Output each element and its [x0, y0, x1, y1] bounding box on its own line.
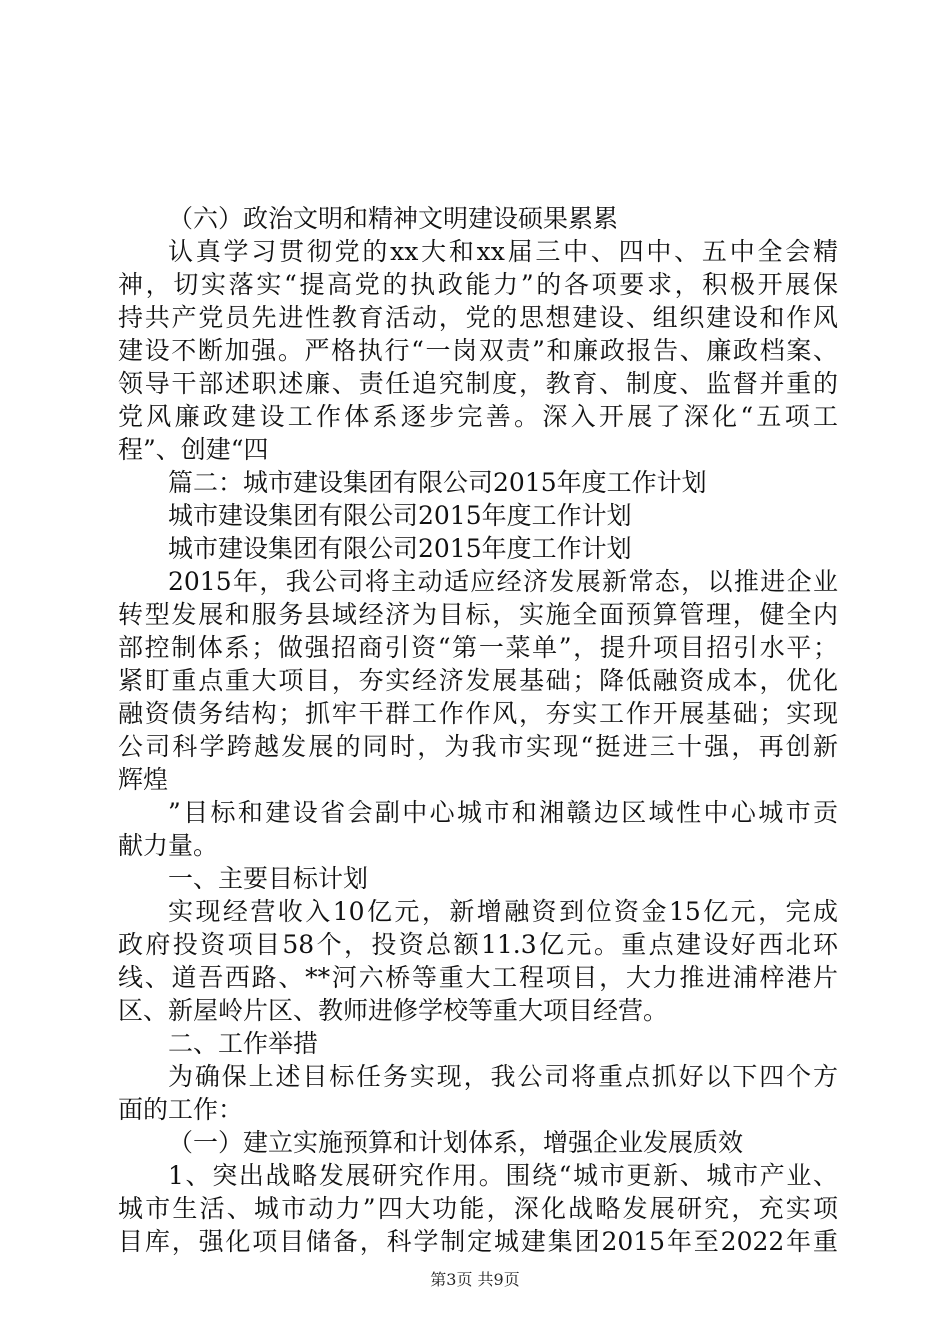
- paragraph-line: 面的工作：: [118, 1095, 244, 1124]
- paragraph-line: 领导干部述职述廉、责任追究制度，教育、制度、监督并重的: [118, 369, 838, 398]
- paragraph-line: 转型发展和服务县域经济为目标，实施全面预算管理，健全内: [118, 600, 838, 629]
- section-heading: （六）政治文明和精神文明建设硕果累累: [168, 204, 619, 233]
- paragraph-line: 目库，强化项目储备，科学制定城建集团2015年至2022年重: [118, 1227, 838, 1256]
- document-title: 城市建设集团有限公司2015年度工作计划: [168, 501, 632, 530]
- paragraph-line: 程”、创建“四: [118, 435, 269, 464]
- paragraph-line: 持共产党员先进性教育活动，党的思想建设、组织建设和作风: [118, 303, 838, 332]
- page-number-footer: 第3页 共9页: [430, 1270, 520, 1289]
- paragraph-line: 为确保上述目标任务实现，我公司将重点抓好以下四个方: [168, 1062, 838, 1091]
- paragraph-line: 公司科学跨越发展的同时，为我市实现“挺进三十强，再创新: [118, 732, 838, 761]
- paragraph-line: 辉煌: [118, 765, 169, 794]
- document-title: 城市建设集团有限公司2015年度工作计划: [168, 534, 632, 563]
- paragraph-line: 党风廉政建设工作体系逐步完善。深入开展了深化“五项工: [118, 402, 838, 431]
- paragraph-line: 2015年，我公司将主动适应经济发展新常态，以推进企业: [168, 567, 838, 596]
- chapter-title: 篇二：城市建设集团有限公司2015年度工作计划: [168, 468, 707, 497]
- paragraph-line: 紧盯重点重大项目，夯实经济发展基础；降低融资成本，优化: [118, 666, 838, 695]
- paragraph-line: 建设不断加强。严格执行“一岗双责”和廉政报告、廉政档案、: [118, 336, 838, 365]
- paragraph-line: ”目标和建设省会副中心城市和湘赣边区域性中心城市贡: [168, 798, 838, 827]
- paragraph-line: 区、新屋岭片区、教师进修学校等重大项目经营。: [118, 996, 669, 1025]
- section-heading: 二、工作举措: [168, 1029, 319, 1058]
- paragraph-line: 认真学习贯彻党的xx大和xx届三中、四中、五中全会精: [168, 237, 838, 266]
- paragraph-line: 部控制体系；做强招商引资“第一菜单”，提升项目招引水平；: [118, 633, 838, 662]
- subsection-heading: （一）建立实施预算和计划体系，增强企业发展质效: [168, 1128, 744, 1157]
- paragraph-line: 献力量。: [118, 831, 219, 860]
- paragraph-line: 实现经营收入10亿元，新增融资到位资金15亿元，完成: [168, 897, 838, 926]
- paragraph-line: 线、道吾西路、**河六桥等重大工程项目，大力推进浦梓港片: [118, 963, 838, 992]
- section-heading: 一、主要目标计划: [168, 864, 369, 893]
- paragraph-line: 城市生活、城市动力”四大功能，深化战略发展研究，充实项: [118, 1194, 838, 1223]
- paragraph-line: 1、突出战略发展研究作用。围绕“城市更新、城市产业、: [168, 1161, 838, 1190]
- paragraph-line: 政府投资项目58个，投资总额11.3亿元。重点建设好西北环: [118, 930, 838, 959]
- paragraph-line: 融资债务结构；抓牢干群工作作风，夯实工作开展基础；实现: [118, 699, 838, 728]
- document-body: [118, 202, 838, 1258]
- paragraph-line: 神，切实落实“提高党的执政能力”的各项要求，积极开展保: [118, 270, 838, 299]
